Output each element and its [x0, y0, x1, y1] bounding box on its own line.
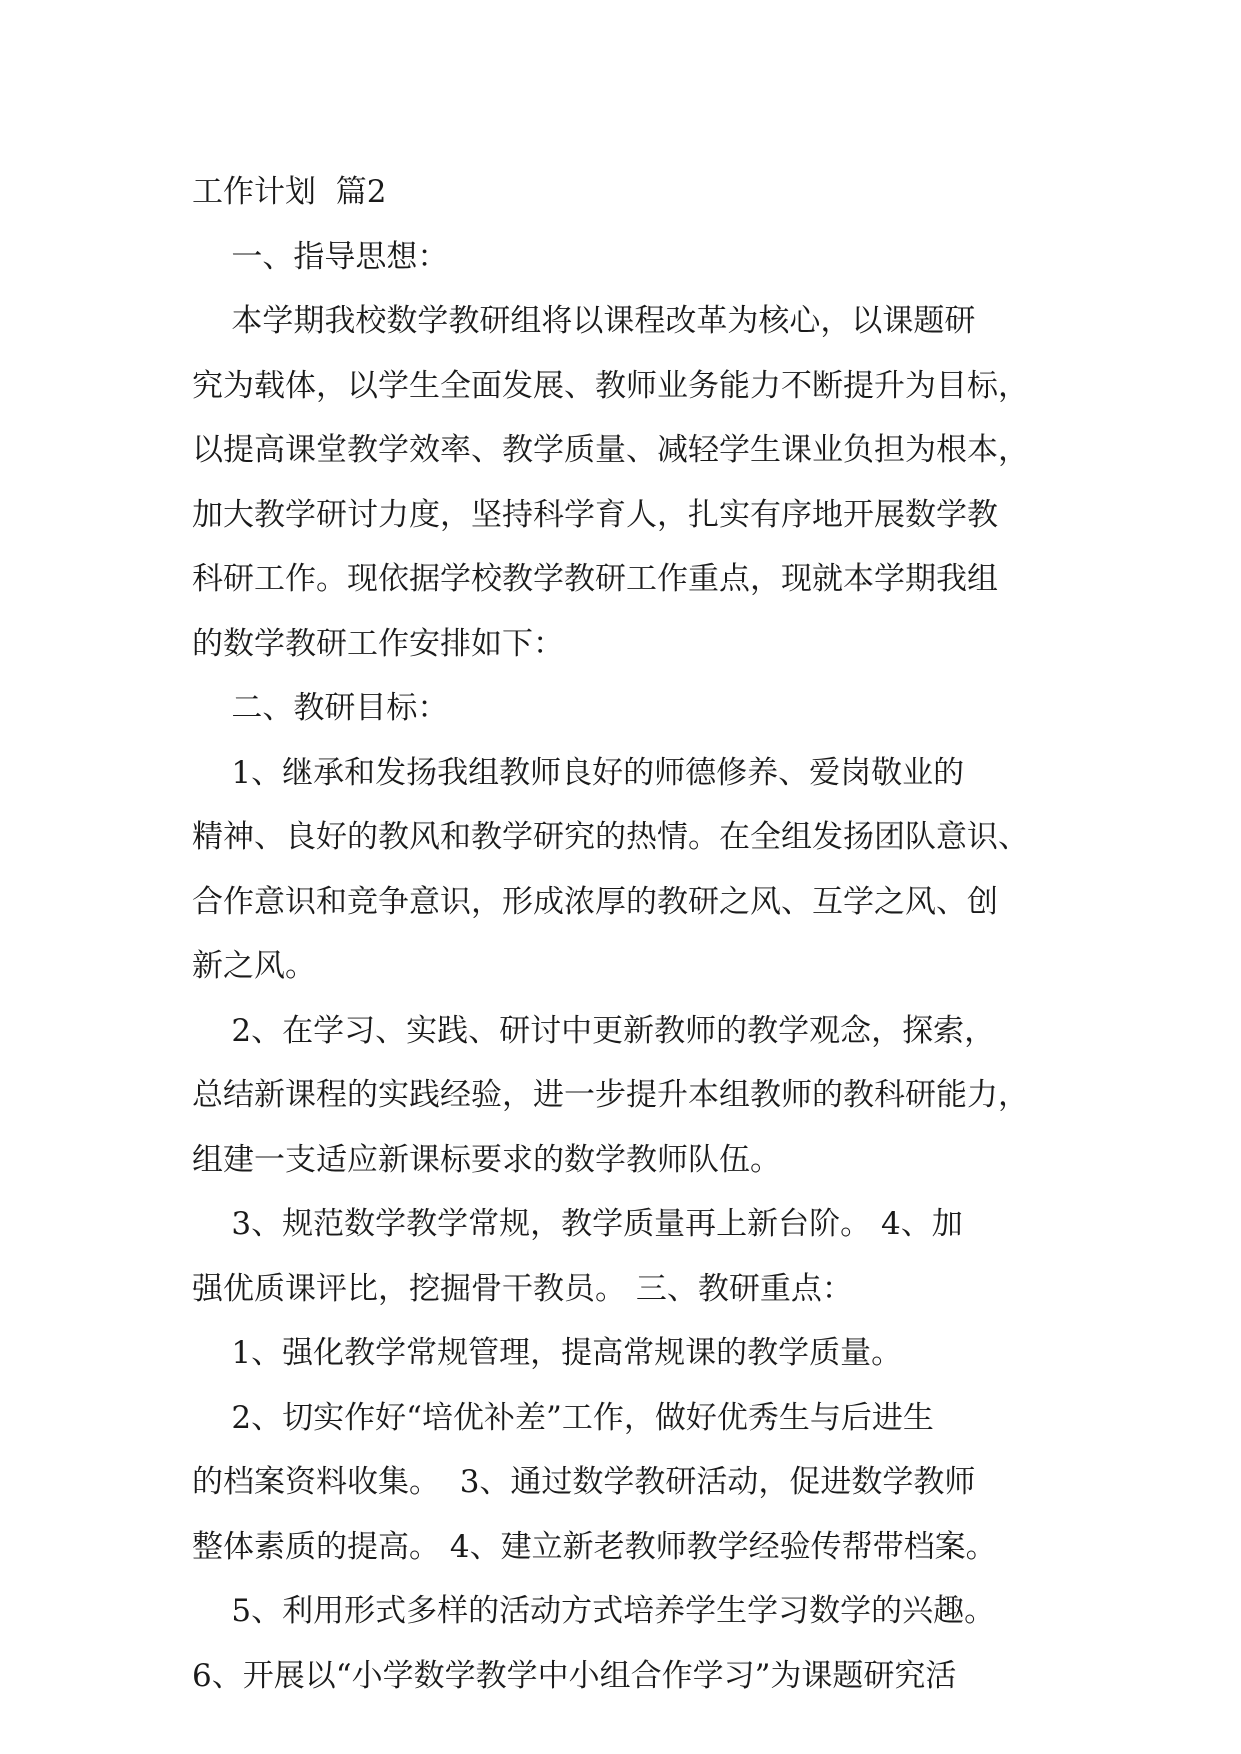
- text-line: 的档案资料收集。 3、通过数学教研活动，促进数学教师: [192, 1464, 976, 1500]
- text-line: 加大教学研讨力度，坚持科学育人，扎实有序地开展数学教: [192, 496, 998, 533]
- text-line: 1、继承和发扬我组教师良好的师德修养、爱岗敬业的: [192, 754, 965, 791]
- text-line: 2、切实作好“培优补差”工作，做好优秀生与后进生: [192, 1399, 934, 1436]
- text-line: 1、强化教学常规管理，提高常规课的教学质量。: [192, 1335, 903, 1371]
- document-body: [192, 160, 1052, 1708]
- text-line: 以提高课堂教学效率、教学质量、减轻学生课业负担为根本，: [192, 432, 1029, 468]
- text-line: 二、教研目标：: [192, 690, 449, 726]
- text-line: 科研工作。现依据学校教学教研工作重点，现就本学期我组: [192, 561, 998, 597]
- text-line: 整体素质的提高。 4、建立新老教师教学经验传帮带档案。: [192, 1528, 997, 1565]
- text-line: 强优质课评比，挖掘骨干教员。 三、教研重点：: [192, 1270, 853, 1307]
- text-line: 的数学教研工作安排如下：: [192, 625, 564, 662]
- text-line: 6、开展以“小学数学教学中小组合作学习”为课题研究活: [192, 1657, 957, 1694]
- text-line: 精神、良好的教风和教学研究的热情。在全组发扬团队意识、: [192, 819, 1029, 855]
- document-title: 工作计划 篇2: [192, 174, 387, 210]
- text-line: 究为载体，以学生全面发展、教师业务能力不断提升为目标，: [192, 367, 1029, 404]
- text-line: 总结新课程的实践经验，进一步提升本组教师的教科研能力，: [192, 1077, 1029, 1113]
- text-line: 合作意识和竞争意识，形成浓厚的教研之风、互学之风、创: [192, 883, 998, 920]
- text-line: 本学期我校数学教研组将以课程改革为核心，以课题研: [192, 303, 976, 339]
- text-line: 2、在学习、实践、研讨中更新教师的教学观念，探索，: [192, 1012, 996, 1049]
- text-line: 新之风。: [192, 948, 316, 984]
- text-line: 组建一支适应新课标要求的数学教师队伍。: [192, 1141, 781, 1178]
- text-line: 一、指导思想：: [192, 238, 449, 275]
- text-line: 5、利用形式多样的活动方式培养学生学习数学的兴趣。: [192, 1593, 996, 1629]
- text-line: 3、规范数学教学常规，教学质量再上新台阶。 4、加: [192, 1206, 963, 1242]
